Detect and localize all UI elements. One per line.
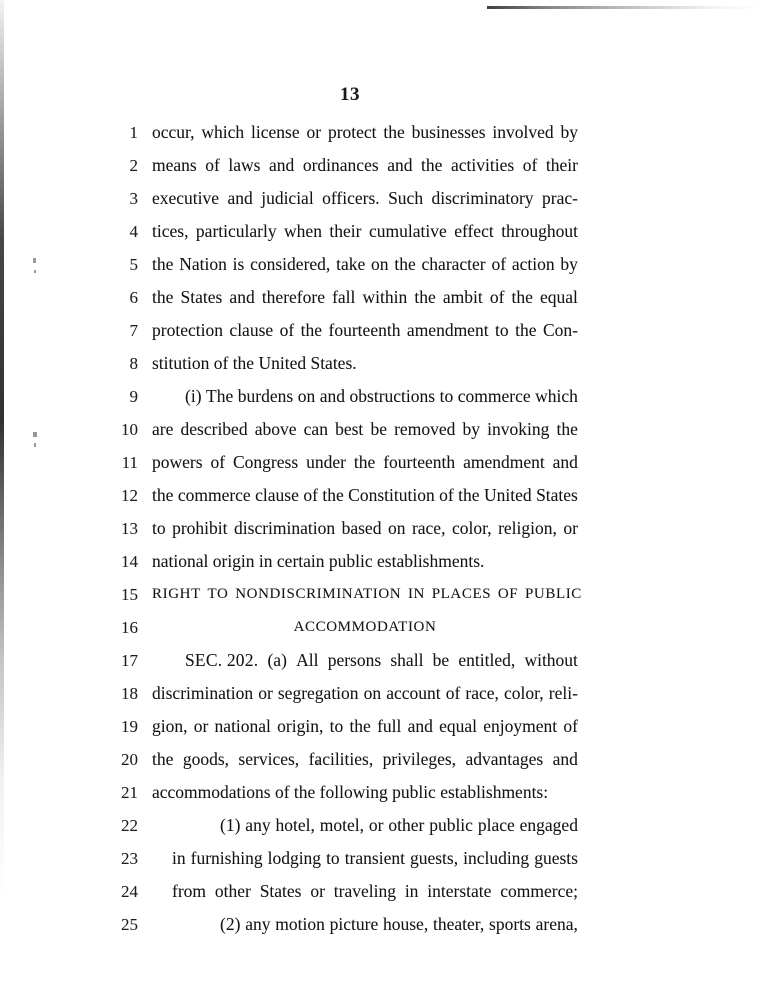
word: amendment <box>406 320 489 340</box>
word: race, <box>411 518 446 538</box>
line-text <box>152 314 578 347</box>
line-text <box>152 677 578 710</box>
word: effect <box>454 221 494 241</box>
word: lodging <box>267 848 322 868</box>
line-text <box>185 644 578 677</box>
word: engaged <box>519 815 578 835</box>
word: the <box>349 716 371 736</box>
word: segregation <box>277 683 359 703</box>
line-number: 9 <box>129 387 138 406</box>
numbered-line-body <box>0 116 763 941</box>
word: and <box>407 716 433 736</box>
line-number: 21 <box>121 783 138 802</box>
document-line <box>0 215 763 248</box>
word: persons <box>327 650 382 670</box>
line-number: 17 <box>121 651 138 670</box>
line-number: 12 <box>121 486 138 505</box>
line-text <box>152 743 578 776</box>
word: to <box>152 518 166 538</box>
word: be <box>432 650 450 670</box>
line-text <box>152 116 578 149</box>
word: and <box>229 287 255 307</box>
line-number: 23 <box>121 849 138 868</box>
word: including <box>463 848 530 868</box>
section-number-label: SEC. 202. <box>185 650 259 670</box>
word: color, <box>504 683 544 703</box>
document-line <box>0 347 763 380</box>
word: or <box>310 881 325 901</box>
word: discrimination <box>152 683 254 703</box>
word: amendment <box>463 452 545 472</box>
word: other <box>388 815 425 835</box>
word: to <box>439 386 454 406</box>
document-line <box>0 182 763 215</box>
word: the <box>394 254 416 274</box>
line-number: 24 <box>121 882 138 901</box>
word: officers. <box>322 188 380 208</box>
word: motion <box>275 914 325 934</box>
word: ordinances <box>302 155 379 175</box>
word: therefore <box>261 287 325 307</box>
word: and <box>319 386 345 406</box>
word: the <box>421 155 443 175</box>
line-text <box>152 149 578 182</box>
word: full <box>377 716 402 736</box>
word: other <box>214 881 251 901</box>
word: of <box>279 320 295 340</box>
word: obstructions <box>349 386 436 406</box>
word: protection <box>152 320 223 340</box>
document-line <box>0 512 763 545</box>
word: the <box>322 485 344 505</box>
document-line <box>0 908 763 941</box>
word: color, <box>451 518 492 538</box>
word: OF <box>497 586 519 602</box>
word: to <box>495 320 509 340</box>
word: on <box>371 254 389 274</box>
word: PUBLIC <box>524 586 582 602</box>
word: place <box>477 815 515 835</box>
document-line <box>0 743 763 776</box>
document-line <box>0 116 763 149</box>
word: is <box>232 254 245 274</box>
word: The <box>206 386 234 406</box>
line-text <box>152 182 578 215</box>
word: IN <box>407 586 425 602</box>
line-text <box>220 809 578 842</box>
document-line <box>0 446 763 479</box>
word: Con- <box>542 320 578 340</box>
word: or <box>368 815 384 835</box>
line-text <box>152 413 578 446</box>
word: take <box>336 254 366 274</box>
word: and <box>552 749 578 769</box>
word: are <box>152 419 174 439</box>
document-line <box>0 380 763 413</box>
word: account <box>386 683 441 703</box>
section-heading-line <box>152 578 582 611</box>
word: the <box>511 287 533 307</box>
line-number: 10 <box>121 420 138 439</box>
line-text: stitution of the United States. <box>152 353 357 373</box>
word: States <box>259 881 302 901</box>
word: Constitution <box>348 485 435 505</box>
word: executive <box>152 188 220 208</box>
word: clause <box>255 485 299 505</box>
line-number: 13 <box>121 519 138 538</box>
document-line <box>0 776 763 809</box>
word: advantages <box>465 749 544 769</box>
word: gion, <box>152 716 188 736</box>
word: above <box>254 419 297 439</box>
line-text <box>152 710 578 743</box>
word: action <box>511 254 555 274</box>
word: equal <box>540 287 578 307</box>
word: discriminatory <box>431 188 534 208</box>
line-number: 1 <box>129 123 138 142</box>
word: arena, <box>535 914 578 934</box>
word: shall <box>390 650 424 670</box>
word: cumulative <box>368 221 447 241</box>
word: under <box>306 452 346 472</box>
line-number: 18 <box>121 684 138 703</box>
word: of <box>210 452 226 472</box>
word: States <box>180 287 223 307</box>
word: on <box>387 518 406 538</box>
word: judicial <box>261 188 314 208</box>
word: activities <box>450 155 515 175</box>
word: any <box>245 914 271 934</box>
word: fourteenth <box>383 452 456 472</box>
word: religion, <box>498 518 557 538</box>
word: best <box>335 419 364 439</box>
word: burdens <box>237 386 294 406</box>
document-line <box>0 809 763 842</box>
document-line <box>0 314 763 347</box>
document-line <box>0 611 763 644</box>
line-number: 5 <box>129 255 138 274</box>
word: powers <box>152 452 203 472</box>
word: the <box>152 749 174 769</box>
word: theater, <box>432 914 485 934</box>
word: to <box>326 848 340 868</box>
line-number: 14 <box>121 552 138 571</box>
document-line <box>0 842 763 875</box>
word: guests, <box>409 848 459 868</box>
word: hotel, <box>275 815 315 835</box>
word: motel, <box>319 815 364 835</box>
page-number: 13 <box>340 84 360 105</box>
word: of <box>439 485 454 505</box>
line-text <box>152 512 578 545</box>
line-text <box>172 875 578 908</box>
word: or <box>193 716 209 736</box>
word: Such <box>388 188 424 208</box>
line-number: 6 <box>129 288 138 307</box>
word: any <box>245 815 271 835</box>
word: laws <box>228 155 261 175</box>
word: reli- <box>548 683 578 703</box>
line-number: 2 <box>129 156 138 175</box>
word: by <box>560 122 578 142</box>
word: which <box>535 386 578 406</box>
word: by <box>462 419 480 439</box>
word: the <box>152 254 174 274</box>
line-text <box>152 281 578 314</box>
word: considered, <box>250 254 331 274</box>
word: (2) <box>220 914 241 934</box>
word: equal <box>439 716 478 736</box>
word: (a) <box>267 650 287 670</box>
document-line <box>0 644 763 677</box>
word: the <box>414 287 436 307</box>
line-text: national origin in certain public establishments. <box>152 551 485 571</box>
line-text <box>152 248 578 281</box>
line-number: 16 <box>121 618 138 637</box>
word: can <box>303 419 328 439</box>
word: the <box>152 287 174 307</box>
word: on <box>297 386 316 406</box>
word: the <box>556 419 578 439</box>
word: occur, <box>152 122 195 142</box>
line-number: 3 <box>129 189 138 208</box>
word: or <box>258 683 273 703</box>
word: on <box>363 683 382 703</box>
word: national <box>214 716 271 736</box>
line-text <box>220 908 578 941</box>
word: without <box>524 650 578 670</box>
word: United <box>483 485 532 505</box>
word: from <box>172 881 207 901</box>
scan-edge-top-artifact <box>487 6 763 9</box>
word: enjoyment <box>483 716 558 736</box>
word: traveling <box>333 881 396 901</box>
line-text <box>152 446 578 479</box>
word: or <box>563 518 578 538</box>
word: the <box>383 122 405 142</box>
word: TO <box>207 586 229 602</box>
word: prac- <box>542 188 578 208</box>
word: which <box>201 122 245 142</box>
word: the <box>515 320 537 340</box>
word: throughout <box>501 221 578 241</box>
word: of <box>489 287 505 307</box>
word: and <box>227 188 253 208</box>
word: prohibit <box>172 518 228 538</box>
word: of <box>205 155 220 175</box>
word: described <box>180 419 248 439</box>
word: sports <box>489 914 531 934</box>
document-line <box>0 413 763 446</box>
section-heading-line: ACCOMMODATION <box>293 619 437 635</box>
word: All <box>296 650 319 670</box>
word: States <box>536 485 578 505</box>
word: their <box>329 221 362 241</box>
word: of <box>563 716 578 736</box>
word: of <box>522 155 538 175</box>
word: the <box>353 452 376 472</box>
word: (1) <box>220 815 241 835</box>
word: fourteenth <box>328 320 401 340</box>
document-line <box>0 545 763 578</box>
document-line <box>0 578 763 611</box>
word: entitled, <box>458 650 516 670</box>
word: RIGHT <box>152 586 201 602</box>
word: removed <box>394 419 456 439</box>
word: character <box>421 254 486 274</box>
word: based <box>341 518 382 538</box>
line-number: 8 <box>129 354 138 373</box>
word: interstate <box>427 881 492 901</box>
word: Congress <box>233 452 299 472</box>
line-text <box>152 479 578 512</box>
line-number: 4 <box>129 222 138 241</box>
word: of <box>491 254 507 274</box>
word: when <box>284 221 322 241</box>
word: the <box>152 485 174 505</box>
word: guests <box>534 848 578 868</box>
word: invoking <box>487 419 550 439</box>
line-number: 7 <box>129 321 138 340</box>
word: involved <box>492 122 554 142</box>
word: and <box>552 452 578 472</box>
line-number: 20 <box>121 750 138 769</box>
word: commerce; <box>500 881 578 901</box>
word: transient <box>344 848 405 868</box>
word: picture <box>329 914 379 934</box>
word: the <box>300 320 323 340</box>
word: services, <box>238 749 300 769</box>
word: of <box>303 485 318 505</box>
word: the <box>458 485 480 505</box>
line-number: 22 <box>121 816 138 835</box>
word: ambit <box>442 287 483 307</box>
word: by <box>560 254 578 274</box>
word: PLACES <box>431 586 492 602</box>
word: protect <box>327 122 377 142</box>
word: house, <box>383 914 429 934</box>
document-line <box>0 710 763 743</box>
word: facilities, <box>308 749 374 769</box>
line-number: 15 <box>121 585 138 604</box>
word: furnishing <box>190 848 263 868</box>
document-line <box>0 149 763 182</box>
word: commerce <box>457 386 531 406</box>
word: license <box>251 122 300 142</box>
word: NONDISCRIMINATION <box>235 586 402 602</box>
document-line <box>0 677 763 710</box>
line-text <box>172 842 578 875</box>
word: businesses <box>411 122 486 142</box>
word: privileges, <box>382 749 457 769</box>
word: particularly <box>195 221 277 241</box>
line-number: 11 <box>121 453 138 472</box>
word: goods, <box>182 749 229 769</box>
word: origin, <box>277 716 324 736</box>
word: or <box>306 122 322 142</box>
word: and <box>269 155 295 175</box>
word: and <box>387 155 413 175</box>
document-line <box>0 875 763 908</box>
document-line <box>0 248 763 281</box>
line-text <box>185 380 578 413</box>
word: public <box>429 815 473 835</box>
word: their <box>545 155 578 175</box>
word: within <box>362 287 408 307</box>
line-number: 19 <box>121 717 138 736</box>
word: means <box>152 155 197 175</box>
word: clause <box>229 320 274 340</box>
word: commerce <box>177 485 251 505</box>
line-text <box>152 215 578 248</box>
line-number: 25 <box>121 915 138 934</box>
word: of <box>445 683 461 703</box>
word: (i) <box>185 386 202 406</box>
word: to <box>329 716 344 736</box>
line-text: accommodations of the following public establishments: <box>152 782 549 802</box>
word: race, <box>465 683 499 703</box>
word: in <box>404 881 419 901</box>
document-line <box>0 281 763 314</box>
word: be <box>370 419 387 439</box>
word: fall <box>332 287 356 307</box>
document-line <box>0 479 763 512</box>
word: discrimination <box>234 518 336 538</box>
word: tices, <box>152 221 189 241</box>
word: in <box>172 848 186 868</box>
word: Nation <box>179 254 227 274</box>
